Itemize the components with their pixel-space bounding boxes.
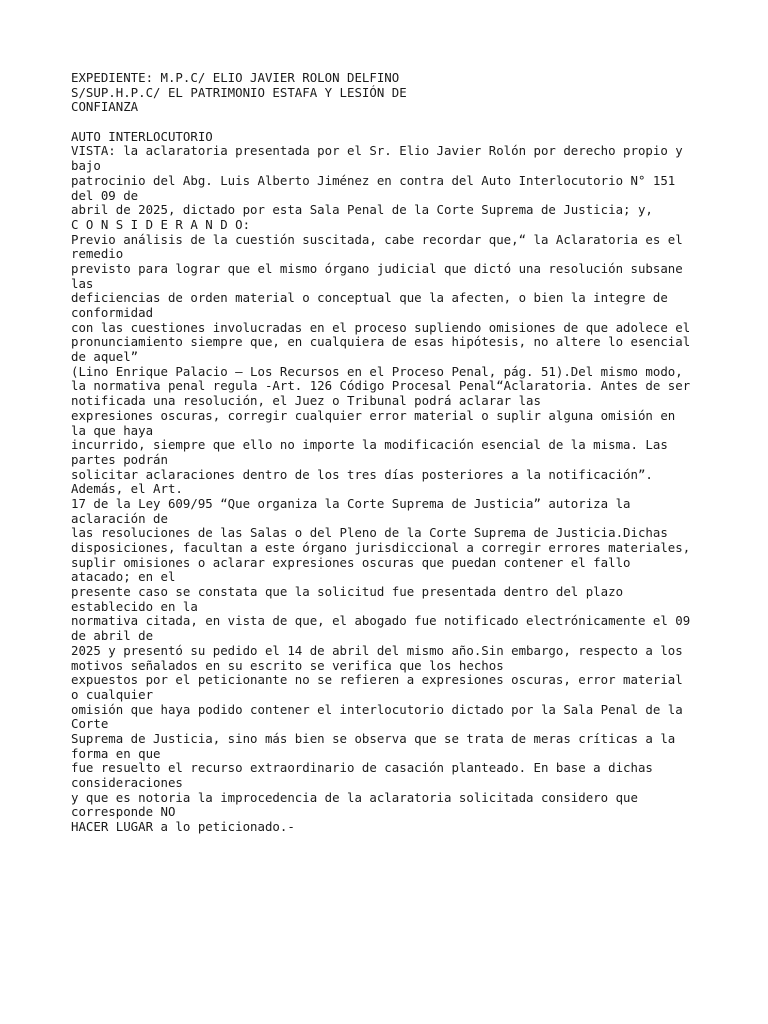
body-line: solicitar aclaraciones dentro de los tres días posteriores a la notificación”.: [71, 466, 653, 482]
body-line: fue resuelto el recurso extraordinario de casación planteado. En base a dichas: [71, 760, 653, 776]
body-line: notificada una resolución, el Juez o Tribunal podrá aclarar las: [71, 393, 541, 409]
body-line: disposiciones, facultan a este órgano jurisdiccional a corregir errores materiales,: [71, 540, 691, 555]
body-line: incurrido, siempre que ello no importe la modificación esencial de la misma. Las: [71, 437, 668, 453]
document-body: [71, 130, 711, 835]
body-line: partes podrán: [71, 451, 168, 467]
body-line: del 09 de: [71, 187, 139, 203]
body-line: omisión que haya podido contener el interlocutorio dictado por la Sala Penal de la: [71, 701, 683, 717]
body-line: suplir omisiones o aclarar expresiones oscuras que puedan contener el fallo: [71, 554, 631, 570]
body-line: Corte: [71, 716, 109, 732]
body-line: corresponde NO: [71, 804, 176, 820]
body-line: consideraciones: [71, 775, 183, 790]
body-line: pronunciamiento siempre que, en cualquiera de esas hipótesis, no altere lo esencial: [71, 334, 691, 350]
body-line: (Lino Enrique Palacio – Los Recursos en el Proceso Penal, pág. 51).Del mismo modo,: [71, 363, 683, 379]
header-line: CONFIANZA: [71, 99, 139, 115]
body-line: de abril de: [71, 628, 154, 644]
body-line: la que haya: [71, 422, 154, 438]
body-line: 2025 y presentó su pedido el 14 de abril del mismo año.Sin embargo, respecto a los: [71, 642, 683, 658]
body-line: 17 de la Ley 609/95 “Que organiza la Corte Suprema de Justicia” autoriza la: [71, 495, 631, 511]
body-line: Además, el Art.: [71, 481, 183, 497]
body-line: HACER LUGAR a lo peticionado.-: [71, 819, 295, 835]
body-line: establecido en la: [71, 598, 198, 614]
body-line: la normativa penal regula -Art. 126 Código Procesal Penal“Aclaratoria. Antes de ser: [71, 378, 691, 394]
body-line: remedio: [71, 246, 124, 262]
body-line: Previo análisis de la cuestión suscitada, cabe recordar que,“ la Aclaratoria es el: [71, 231, 683, 247]
body-line: conformidad: [71, 305, 154, 320]
header-line: S/SUP.H.P.C/ EL PATRIMONIO ESTAFA Y LESIÓN DE: [71, 84, 407, 100]
body-line: VISTA: la aclaratoria presentada por el Sr. Elio Javier Rolón por derecho propio y: [71, 143, 683, 159]
body-line: forma en que: [71, 745, 161, 761]
body-line: o cualquier: [71, 686, 154, 702]
body-line: de aquel”: [71, 349, 139, 365]
body-line: motivos señalados en su escrito se verifica que los hechos: [71, 657, 504, 673]
document-page: [71, 71, 711, 835]
body-line: aclaración de: [71, 510, 168, 526]
body-line: bajo: [71, 158, 101, 174]
body-line: atacado; en el: [71, 569, 176, 585]
body-line: previsto para lograr que el mismo órgano judicial que dictó una resolución subsane: [71, 260, 683, 276]
case-header: [71, 71, 711, 115]
body-line: deficiencias de orden material o conceptual que la afecten, o bien la integre de: [71, 290, 668, 306]
body-line: con las cuestiones involucradas en el proceso supliendo omisiones de que adolece el: [71, 319, 691, 335]
body-line: expresiones oscuras, corregir cualquier error material o suplir alguna omisión en: [71, 407, 676, 423]
body-line: normativa citada, en vista de que, el abogado fue notificado electrónicamente el 09: [71, 613, 691, 629]
body-line: C O N S I D E R A N D O:: [71, 216, 251, 232]
body-line: y que es notoria la improcedencia de la aclaratoria solicitada considero que: [71, 789, 638, 805]
body-line: AUTO INTERLOCUTORIO: [71, 128, 213, 144]
body-line: Suprema de Justicia, sino más bien se observa que se trata de meras críticas a la: [71, 730, 676, 746]
spacer: [71, 115, 711, 130]
header-line: EXPEDIENTE: M.P.C/ ELIO JAVIER ROLON DELFINO: [71, 70, 400, 85]
body-line: presente caso se constata que la solicitud fue presentada dentro del plazo: [71, 584, 624, 600]
body-line: las: [71, 275, 94, 291]
body-line: expuestos por el peticionante no se refieren a expresiones oscuras, error material: [71, 672, 683, 688]
body-line: patrocinio del Abg. Luis Alberto Jiménez en contra del Auto Interlocutorio N° 151: [71, 172, 676, 188]
body-line: las resoluciones de las Salas o del Pleno de la Corte Suprema de Justicia.Dichas: [71, 525, 668, 541]
body-line: abril de 2025, dictado por esta Sala Penal de la Corte Suprema de Justicia; y,: [71, 202, 653, 218]
